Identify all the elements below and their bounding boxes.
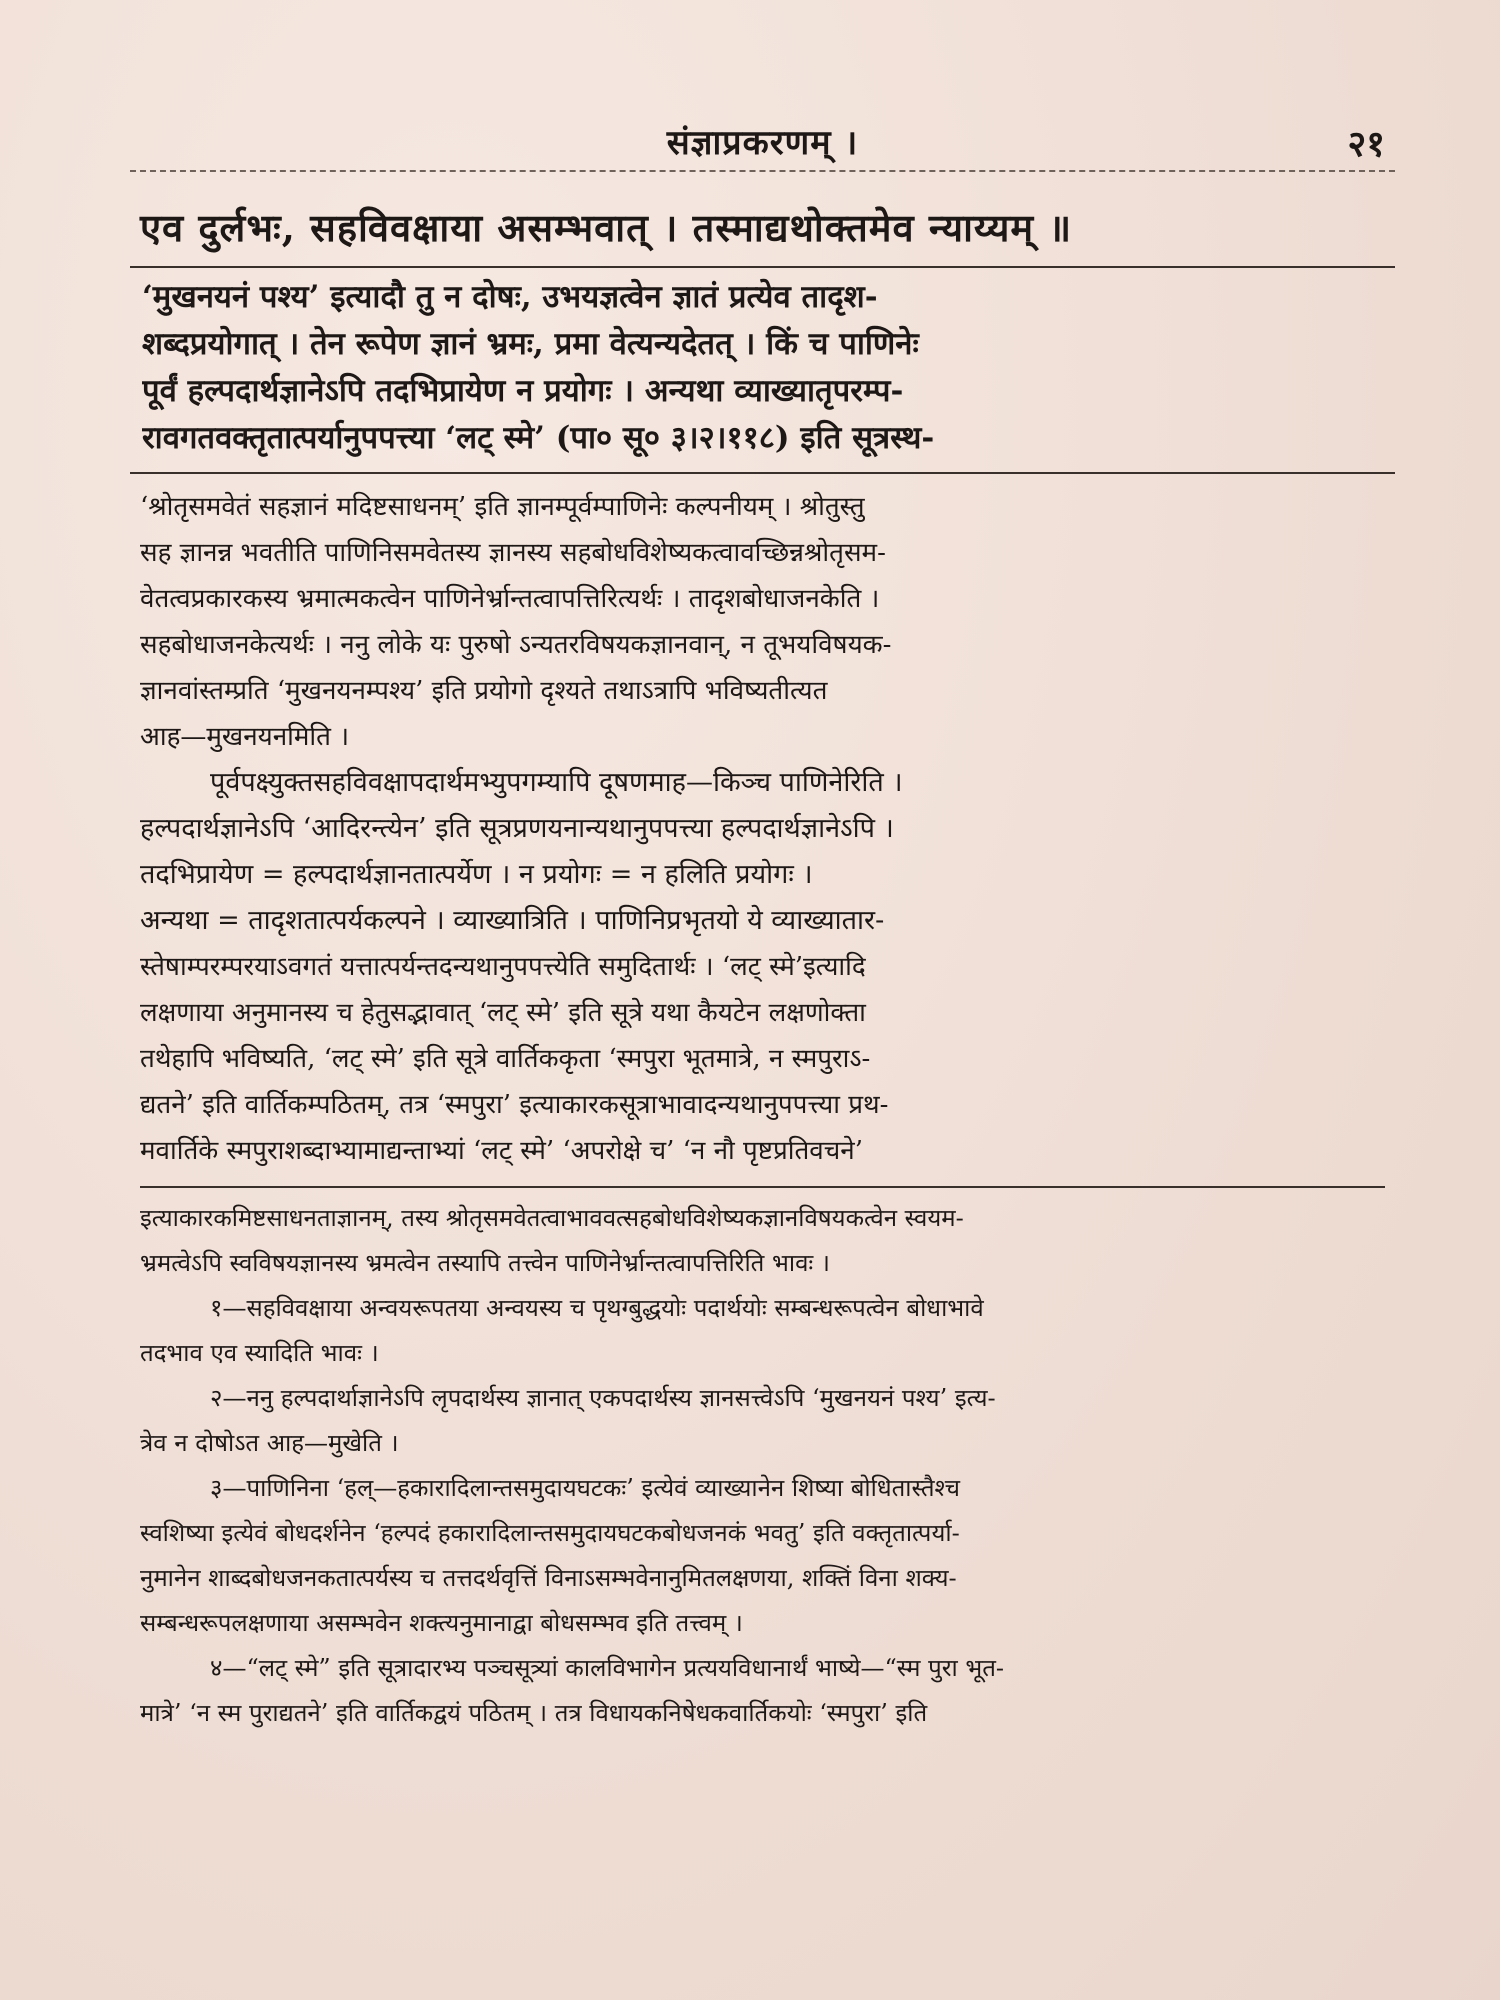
footnote-1: १—सहविवक्षाया अन्वयरूपतया अन्वयस्य च पृथग्बुद्धयोः पदार्थयोः सम्बन्धरूपत्वेन बोधाभावे: [210, 1294, 984, 1322]
footnote-3: ३—पाणिनिना ‘हल्—हकारादिलान्तसमुदायघटकः’ इत्येवं व्याख्यानेन शिष्या बोधितास्तैश्च: [210, 1474, 960, 1502]
commentary-line: आह—मुखनयनमिति ।: [140, 722, 350, 752]
commentary-line: ‘श्रोतृसमवेतं सहज्ञानं मदिष्टसाधनम्’ इति ज्ञानम्पूर्वम्पाणिनेः कल्पनीयम् । श्रोतुस्तु: [140, 492, 865, 522]
footnote-line: त्रेव न दोषोऽत आह—मुखेति ।: [140, 1429, 399, 1457]
footnote-line: नुमानेन शाब्दबोधजनकतात्पर्यस्य च तत्तदर्थवृत्तिं विनाऽसम्भवेनानुमितलक्षणया, शक्तिं विना शक्य-: [140, 1564, 957, 1592]
footnote-line: इत्याकारकमिष्टसाधनताज्ञानम्, तस्य श्रोतृसमवेतत्वाभाववत्सहबोधविशेष्यकज्ञानविषयकत्वेन स्वयम-: [140, 1204, 964, 1232]
footnote-line: मात्रे’ ‘न स्म पुराद्यतने’ इति वार्तिकद्वयं पठितम् । तत्र विधायकनिषेधकवार्तिकयोः ‘स्मपुरा’ इति: [140, 1699, 928, 1727]
commentary-block: [130, 474, 1395, 1188]
footnote-line: भ्रमत्वेऽपि स्वविषयज्ञानस्य भ्रमत्वेन तस्यापि तत्त्वेन पाणिनेर्भ्रान्तत्वापत्तिरिति भावः ।: [140, 1249, 831, 1277]
footnote-4: ४—“लट् स्मे” इति सूत्रादारभ्य पञ्चसूत्र्यां कालविभागेन प्रत्ययविधानार्थं भाष्ये—“स्म पुरा भूत-: [210, 1654, 1005, 1682]
footnote-line: सम्बन्धरूपलक्षणाया असम्भवेन शक्त्यनुमानाद्वा बोधसम्भव इति तत्त्वम् ।: [140, 1609, 743, 1637]
commentary-line: सह ज्ञानन्न भवतीति पाणिनिसमवेतस्य ज्ञानस्य सहबोधविशेष्यकत्वावच्छिन्नश्रोतृसम-: [140, 538, 886, 568]
footnote-line: स्वशिष्या इत्येवं बोधदर्शनेन ‘हल्पदं हकारादिलान्तसमुदायघटकबोधजनकं भवतु’ इति वक्तृतात्पर्या-: [140, 1519, 960, 1547]
bold-concluding-line: एव दुर्लभः, सहविवक्षाया असम्भवात् । तस्माद्यथोक्तमेव न्याय्यम् ॥: [130, 202, 1395, 268]
footnote-2: २—ननु हल्पदार्थाज्ञानेऽपि लृपदार्थस्य ज्ञानात् एकपदार्थस्य ज्ञानसत्त्वेऽपि ‘मुखनयनं पश्य’ इत्य-: [210, 1384, 996, 1412]
root-text-block: [130, 268, 1395, 474]
commentary-line: वेतत्वप्रकारकस्य भ्रमात्मकत्वेन पाणिनेर्भ्रान्तत्वापत्तिरित्यर्थः । तादृशबोधाजनकेति ।: [140, 584, 880, 614]
page-header: [130, 110, 1395, 172]
root-text-line: रावगतवक्तृतात्पर्यानुपपत्त्या ‘लट् स्मे’ (पा० सू० ३।२।११८) इति सूत्रस्थ-: [142, 420, 935, 456]
commentary-line: मवार्तिके स्मपुराशब्दाभ्यामाद्यन्ताभ्यां ‘लट् स्मे’ ‘अपरोक्षे च’ ‘न नौ पृष्टप्रतिवचने’: [140, 1136, 863, 1166]
root-text-line: पूर्वं हल्पदार्थज्ञानेऽपि तदभिप्रायेण न प्रयोगः । अन्यथा व्याख्यातृपरम्प-: [142, 373, 904, 409]
commentary-line: द्यतने’ इति वार्तिकम्पठितम्, तत्र ‘स्मपुरा’ इत्याकारकसूत्राभावादन्यथानुपपत्त्या प्रथ-: [140, 1090, 889, 1120]
commentary-line: तथेहापि भविष्यति, ‘लट् स्मे’ इति सूत्रे वार्तिककृता ‘स्मपुरा भूतमात्रे, न स्मपुराऽ-: [140, 1044, 871, 1074]
root-text-line: ‘मुखनयनं पश्य’ इत्यादौ तु न दोषः, उभयज्ञत्वेन ज्ञातं प्रत्येव तादृश-: [142, 279, 878, 315]
commentary-line: अन्यथा = तादृशतात्पर्यकल्पने । व्याख्यात्रिति । पाणिनिप्रभृतयो ये व्याख्यातार-: [140, 905, 885, 936]
commentary-line: पूर्वपक्ष्युक्तसहविवक्षापदार्थमभ्युपगम्यापि दूषणमाह—किञ्च पाणिनेरिति ।: [210, 767, 903, 798]
commentary-line: हल्पदार्थज्ञानेऽपि ‘आदिरन्त्येन’ इति सूत्रप्रणयनान्यथानुपपत्त्या हल्पदार्थज्ञानेऽपि ।: [140, 813, 894, 844]
commentary-line: ज्ञानवांस्तम्प्रति ‘मुखनयनम्पश्य’ इति प्रयोगो दृश्यते तथाऽत्रापि भविष्यतीत्यत: [140, 676, 828, 706]
running-title: संज्ञाप्रकरणम् ।: [666, 123, 859, 163]
commentary-line: सहबोधाजनकेत्यर्थः । ननु लोके यः पुरुषो ऽन्यतरविषयकज्ञानवान्, न तूभयविषयक-: [140, 630, 892, 660]
page-number: २१: [1347, 123, 1385, 165]
footnote-line: तदभाव एव स्यादिति भावः ।: [140, 1339, 379, 1367]
footnotes-block: [130, 1188, 1395, 1736]
book-page: [130, 110, 1395, 1736]
commentary-line: स्तेषाम्परम्परयाऽवगतं यत्तात्पर्यन्तदन्यथानुपपत्त्येति समुदितार्थः । ‘लट् स्मे’इत्यादि: [140, 952, 866, 982]
root-text-line: शब्दप्रयोगात् । तेन रूपेण ज्ञानं भ्रमः, प्रमा वेत्यन्यदेतत् । किं च पाणिनेः: [142, 326, 919, 362]
commentary-line: लक्षणाया अनुमानस्य च हेतुसद्भावात् ‘लट् स्मे’ इति सूत्रे यथा कैयटेन लक्षणोक्ता: [140, 998, 866, 1028]
commentary-line: तदभिप्रायेण = हल्पदार्थज्ञानतात्पर्येण । न प्रयोगः = न हलिति प्रयोगः ।: [140, 859, 813, 890]
